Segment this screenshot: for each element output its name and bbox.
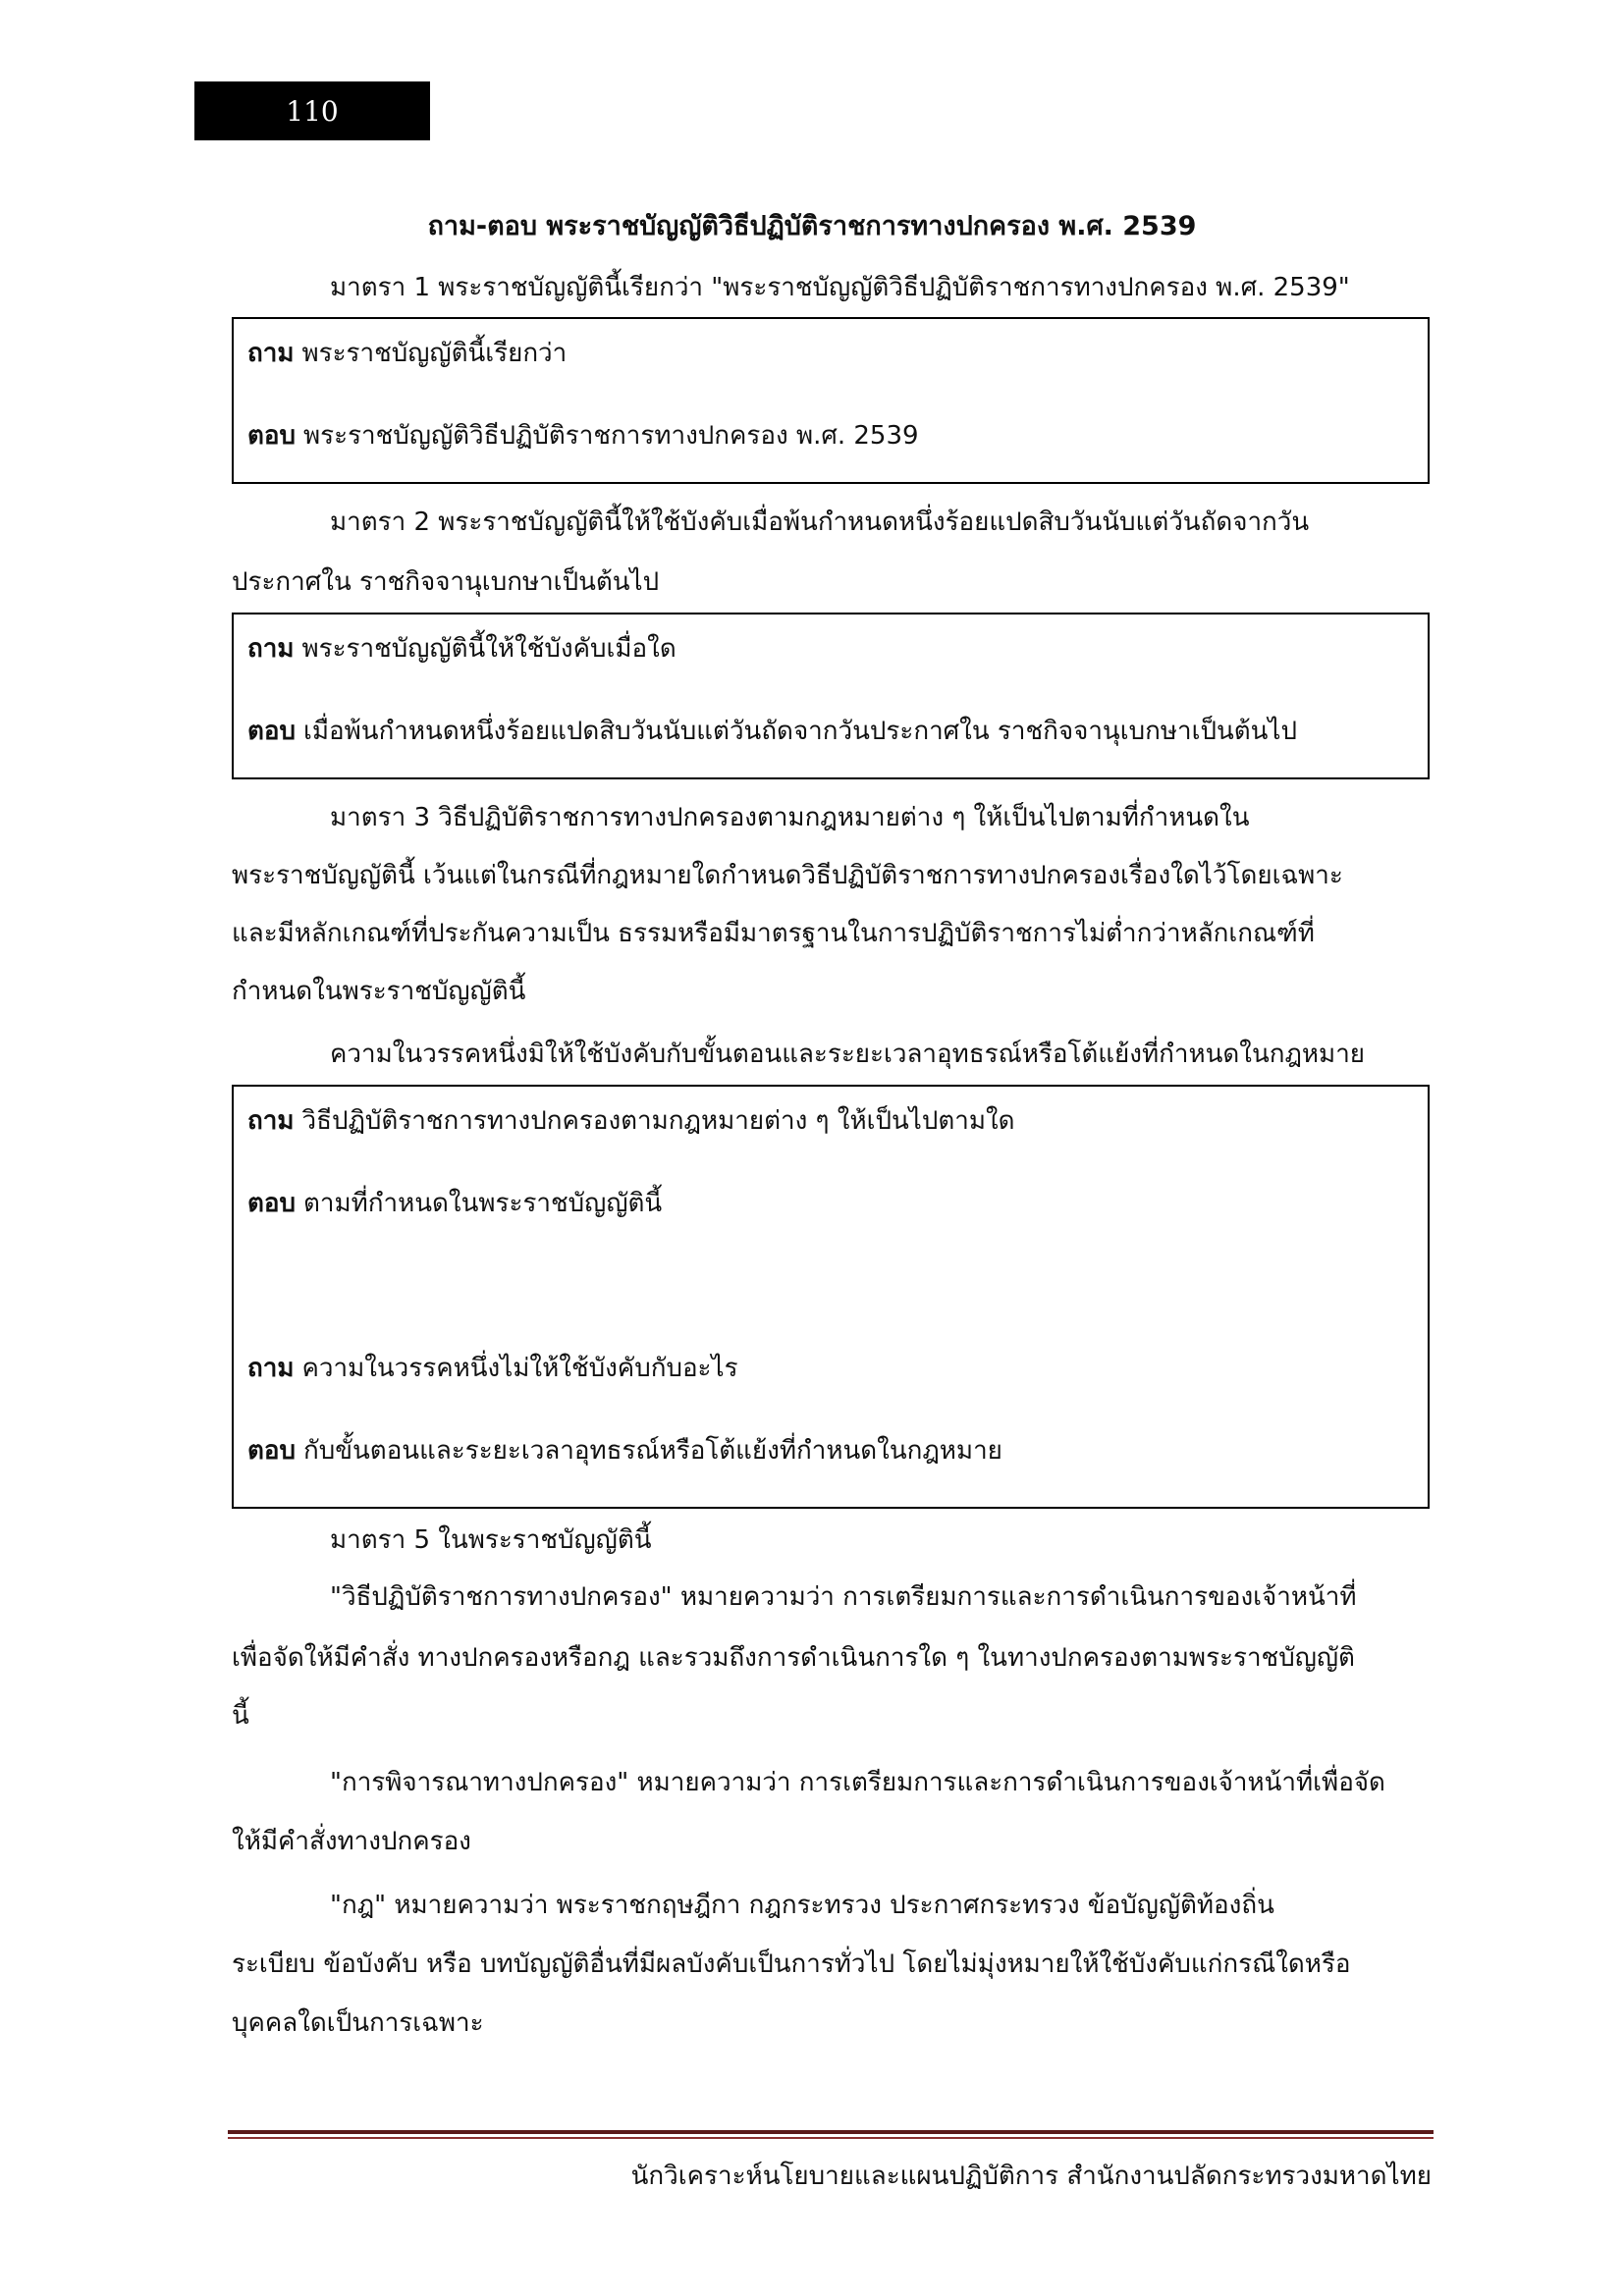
section-3-line: มาตรา 3 วิธีปฏิบัติราชการทางปกครองตามกฎหมายต่าง ๆ ให้เป็นไปตามที่กำหนดใน — [330, 803, 1250, 832]
qa-box-section-3 — [232, 1085, 1430, 1509]
answer-label: ตอบ — [247, 1189, 297, 1218]
question-text: พระราชบัญญัตินี้ให้ใช้บังคับเมื่อใด — [301, 634, 677, 664]
answer-label: ตอบ — [247, 1436, 297, 1466]
question-text: วิธีปฏิบัติราชการทางปกครองตามกฎหมายต่าง ๆ ให้เป็นไปตามใด — [301, 1106, 1015, 1136]
footer-divider — [228, 2130, 1434, 2134]
answer-text: พระราชบัญญัติวิธีปฏิบัติราชการทางปกครอง พ.ศ. 2539 — [303, 421, 919, 451]
section-3-line: ความในวรรคหนึ่งมิให้ใช้บังคับกับขั้นตอนและระยะเวลาอุทธรณ์หรือโต้แย้งที่กำหนดในกฎหมาย — [330, 1040, 1366, 1069]
qa-box-section-1 — [232, 317, 1430, 484]
answer-text: เมื่อพ้นกำหนดหนึ่งร้อยแปดสิบวันนับแต่วันถัดจากวันประกาศใน ราชกิจจานุเบกษาเป็นต้นไป — [303, 717, 1297, 746]
question-label: ถาม — [247, 1106, 295, 1136]
answer-line — [247, 1183, 662, 1223]
section-5-line: ระเบียบ ข้อบังคับ หรือ บทบัญญัติอื่นที่มีผลบังคับเป็นการทั่วไป โดยไม่มุ่งหมายให้ใช้บังคับแก่กรณีใดหรือ — [232, 1949, 1351, 1979]
answer-label: ตอบ — [247, 717, 297, 746]
question-label: ถาม — [247, 339, 295, 368]
footer-text: นักวิเคราะห์นโยบายและแผนปฏิบัติการ สำนักงานปลัดกระทรวงมหาดไทย — [630, 2162, 1432, 2191]
section-5-line: นี้ — [232, 1701, 249, 1731]
section-2-line: ประกาศใน ราชกิจจานุเบกษาเป็นต้นไป — [232, 567, 660, 597]
qa-box-section-2 — [232, 613, 1430, 779]
answer-text: ตามที่กำหนดในพระราชบัญญัตินี้ — [303, 1189, 663, 1218]
section-5-line: บุคคลใดเป็นการเฉพาะ — [232, 2008, 484, 2038]
page-number-box — [194, 81, 430, 140]
question-label: ถาม — [247, 1354, 295, 1383]
section-3-line: และมีหลักเกณฑ์ที่ประกันความเป็น ธรรมหรือมีมาตรฐานในการปฏิบัติราชการไม่ต่ำกว่าหลักเกณฑ์ที่ — [232, 919, 1315, 948]
answer-line — [247, 711, 1297, 751]
question-line — [247, 333, 567, 373]
section-5-line: "วิธีปฏิบัติราชการทางปกครอง" หมายความว่า การเตรียมการและการดำเนินการของเจ้าหน้าที่ — [330, 1582, 1357, 1612]
section-5-line: เพื่อจัดให้มีคำสั่ง ทางปกครองหรือกฎ และรวมถึงการดำเนินการใด ๆ ในทางปกครองตามพระราชบัญญัติ — [232, 1643, 1355, 1673]
section-2-line: มาตรา 2 พระราชบัญญัตินี้ให้ใช้บังคับเมื่อพ้นกำหนดหนึ่งร้อยแปดสิบวันนับแต่วันถัดจากวัน — [330, 507, 1310, 537]
section-5-line: "การพิจารณาทางปกครอง" หมายความว่า การเตรียมการและการดำเนินการของเจ้าหน้าที่เพื่อจัด — [330, 1768, 1385, 1797]
answer-line — [247, 415, 919, 455]
section-5-line: มาตรา 5 ในพระราชบัญญัตินี้ — [330, 1525, 652, 1555]
footer-divider-thin — [228, 2137, 1434, 2139]
section-5-line: "กฎ" หมายความว่า พระราชกฤษฎีกา กฎกระทรวง ประกาศกระทรวง ข้อบัญญัติท้องถิ่น — [330, 1891, 1274, 1920]
section-3-line: พระราชบัญญัตินี้ เว้นแต่ในกรณีที่กฎหมายใดกำหนดวิธีปฏิบัติราชการทางปกครองเรื่องใดไว้โดยเฉพาะ — [232, 861, 1343, 890]
section-5-line: ให้มีคำสั่งทางปกครอง — [232, 1827, 471, 1856]
answer-line — [247, 1430, 1002, 1470]
answer-text: กับขั้นตอนและระยะเวลาอุทธรณ์หรือโต้แย้งที่กำหนดในกฎหมาย — [303, 1436, 1002, 1466]
question-line — [247, 1100, 1015, 1141]
section-3-line: กำหนดในพระราชบัญญัตินี้ — [232, 977, 526, 1006]
answer-label: ตอบ — [247, 421, 297, 451]
section-1-line: มาตรา 1 พระราชบัญญัตินี้เรียกว่า "พระราชบัญญัติวิธีปฏิบัติราชการทางปกครอง พ.ศ. 2539" — [330, 273, 1350, 302]
question-line — [247, 1348, 738, 1388]
question-text: พระราชบัญญัตินี้เรียกว่า — [301, 339, 568, 368]
question-label: ถาม — [247, 634, 295, 664]
question-line — [247, 628, 677, 668]
question-text: ความในวรรคหนึ่งไม่ให้ใช้บังคับกับอะไร — [301, 1354, 738, 1383]
document-title: ถาม-ตอบ พระราชบัญญัติวิธีปฏิบัติราชการทางปกครอง พ.ศ. 2539 — [427, 211, 1197, 241]
page-number: 110 — [286, 94, 339, 128]
